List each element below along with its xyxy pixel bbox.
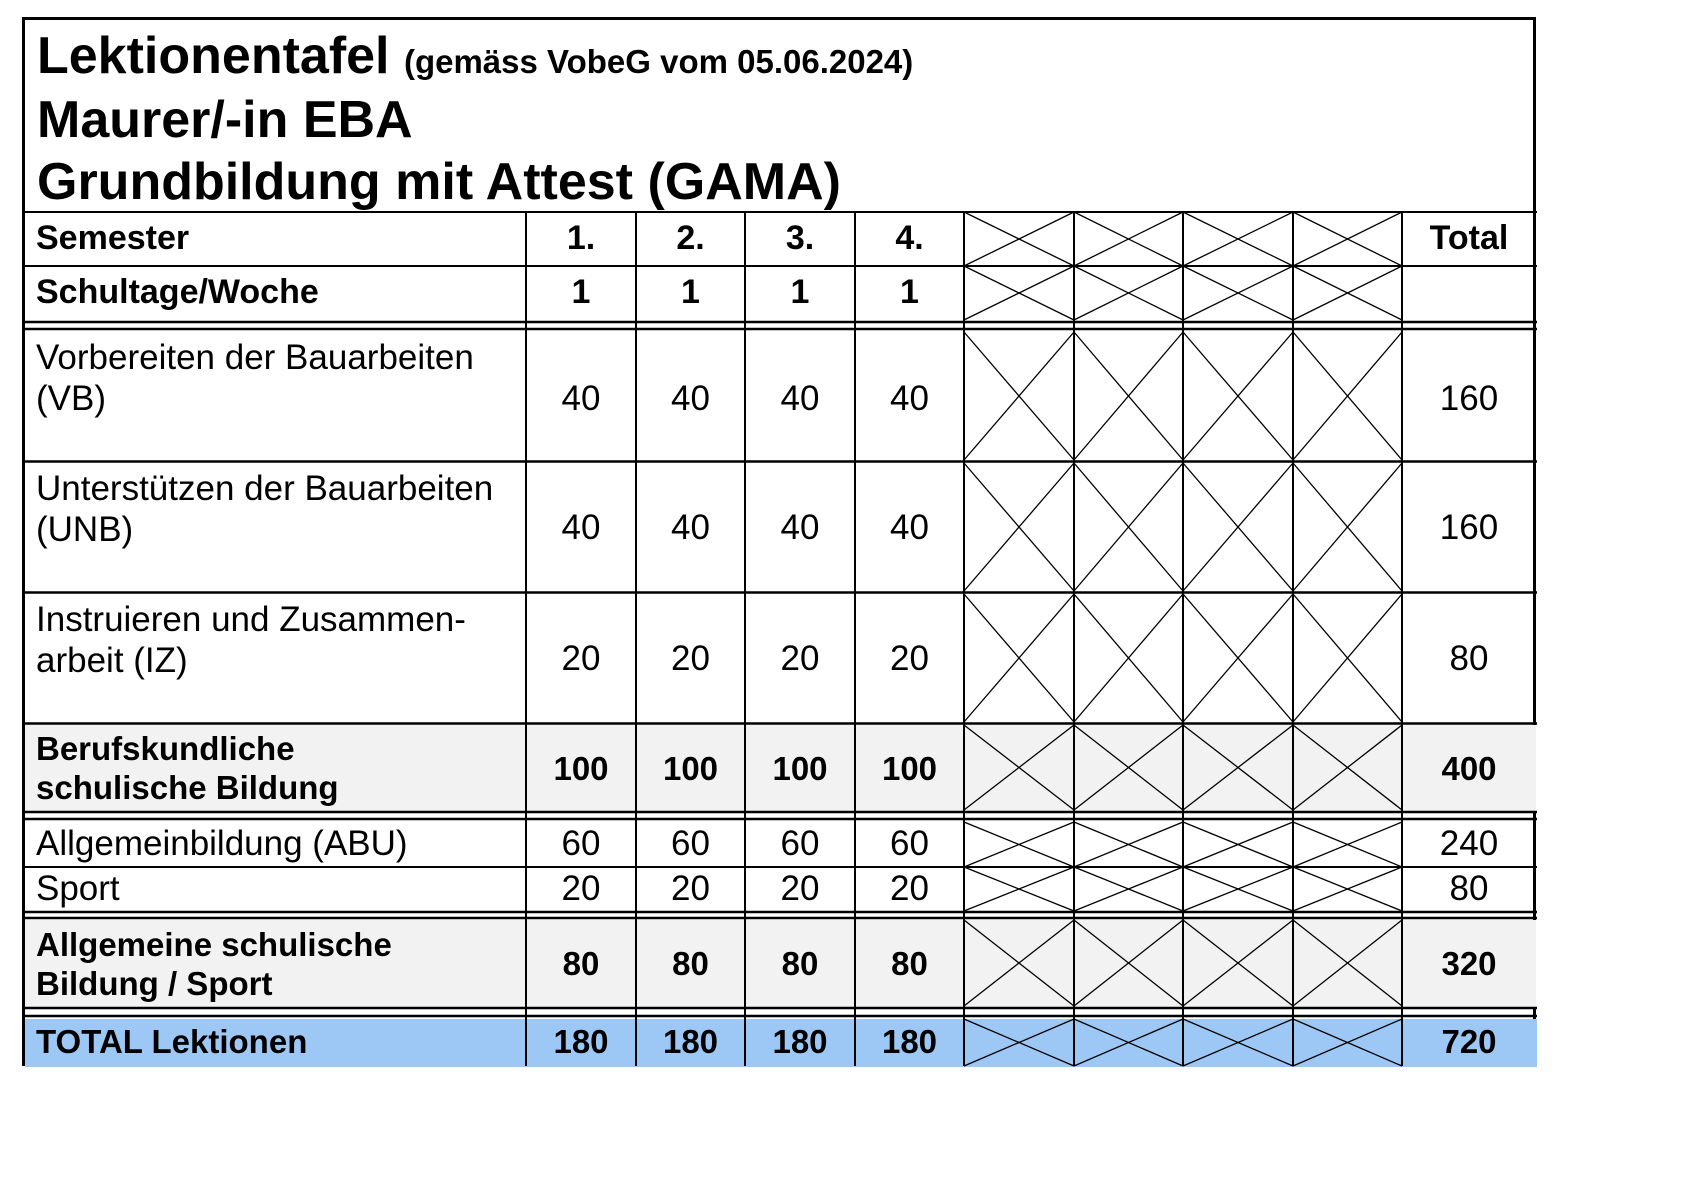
general-abu-label: Allgemeinbildung (ABU) bbox=[36, 824, 408, 864]
subject-iz-total: 80 bbox=[1449, 639, 1489, 679]
schooldays-3: 1 bbox=[790, 273, 810, 312]
subject-unb-s2: 40 bbox=[671, 508, 710, 548]
berufskunde-sum-s3: 100 bbox=[772, 749, 828, 787]
subject-vb-s3: 40 bbox=[780, 379, 820, 419]
total-header: Total bbox=[1429, 219, 1509, 258]
subject-iz-s2: 20 bbox=[671, 639, 710, 679]
subject-vb-label: Vorbereiten der Bauarbeiten (VB) bbox=[36, 338, 474, 418]
general-sport-s3: 20 bbox=[780, 868, 820, 908]
title-subtitle: (gemäss VobeG vom 05.06.2024) bbox=[403, 43, 914, 80]
semester-2: 2. bbox=[676, 219, 705, 258]
grand-total-label: TOTAL Lektionen bbox=[36, 1023, 308, 1061]
grand-total-s1: 180 bbox=[553, 1023, 609, 1061]
schooldays-1: 1 bbox=[571, 273, 591, 312]
schooldays-4: 1 bbox=[900, 273, 919, 312]
general-sum-s2: 80 bbox=[672, 945, 709, 983]
lesson-table-document bbox=[22, 17, 1536, 1066]
semester-1: 1. bbox=[566, 219, 596, 258]
title-main: Lektionentafel bbox=[37, 27, 390, 85]
general-sport-total: 80 bbox=[1449, 868, 1489, 908]
subject-vb-s1: 40 bbox=[561, 379, 601, 419]
subject-unb-label: Unterstützen der Bauarbeiten (UNB) bbox=[36, 469, 494, 549]
profession-title: Maurer/-in EBA bbox=[37, 91, 413, 149]
program-title: Grundbildung mit Attest (GAMA) bbox=[37, 153, 841, 211]
general-sport-s1: 20 bbox=[561, 868, 601, 908]
subject-unb-s1: 40 bbox=[561, 508, 601, 548]
grand-total-s4: 180 bbox=[881, 1023, 938, 1061]
semester-3: 3. bbox=[785, 219, 815, 258]
berufskunde-sum-s1: 100 bbox=[553, 749, 609, 787]
berufskunde-sum-s4: 100 bbox=[881, 749, 938, 787]
general-sum-label: Allgemeine schulische Bildung / Sport bbox=[36, 925, 392, 1002]
general-sport-label: Sport bbox=[36, 868, 120, 908]
general-sum-s3: 80 bbox=[781, 945, 819, 983]
schooldays-2: 1 bbox=[681, 273, 700, 312]
subject-unb-total: 160 bbox=[1439, 508, 1499, 548]
subject-iz-s4: 20 bbox=[890, 639, 929, 679]
semester-label: Semester bbox=[36, 219, 190, 258]
general-sum-total: 320 bbox=[1441, 945, 1497, 983]
semester-4: 4. bbox=[895, 219, 924, 258]
schooldays-label: Schultage/Woche bbox=[36, 273, 319, 312]
subject-unb-s4: 40 bbox=[890, 508, 929, 548]
subject-vb-total: 160 bbox=[1439, 379, 1499, 419]
subject-iz-label: Instruieren und Zusammen- arbeit (IZ) bbox=[36, 600, 466, 680]
general-sport-s4: 20 bbox=[890, 868, 929, 908]
grand-total-s3: 180 bbox=[772, 1023, 828, 1061]
general-abu-s1: 60 bbox=[561, 824, 601, 864]
subject-unb-s3: 40 bbox=[780, 508, 820, 548]
general-sum-s1: 80 bbox=[562, 945, 600, 983]
general-sport-s2: 20 bbox=[671, 868, 710, 908]
berufskunde-sum-label: Berufskundliche schulische Bildung bbox=[36, 730, 339, 806]
berufskunde-sum-total: 400 bbox=[1441, 749, 1497, 787]
subject-iz-s1: 20 bbox=[561, 639, 601, 679]
general-abu-total: 240 bbox=[1439, 824, 1499, 864]
grand-total-total: 720 bbox=[1441, 1023, 1497, 1061]
general-sum-s4: 80 bbox=[891, 945, 928, 983]
general-abu-s3: 60 bbox=[780, 824, 820, 864]
grand-total-s2: 180 bbox=[662, 1023, 719, 1061]
berufskunde-sum-s2: 100 bbox=[662, 749, 719, 787]
general-abu-s2: 60 bbox=[671, 824, 710, 864]
subject-vb-s4: 40 bbox=[890, 379, 929, 419]
subject-vb-s2: 40 bbox=[671, 379, 710, 419]
general-abu-s4: 60 bbox=[890, 824, 929, 864]
subject-iz-s3: 20 bbox=[780, 639, 820, 679]
